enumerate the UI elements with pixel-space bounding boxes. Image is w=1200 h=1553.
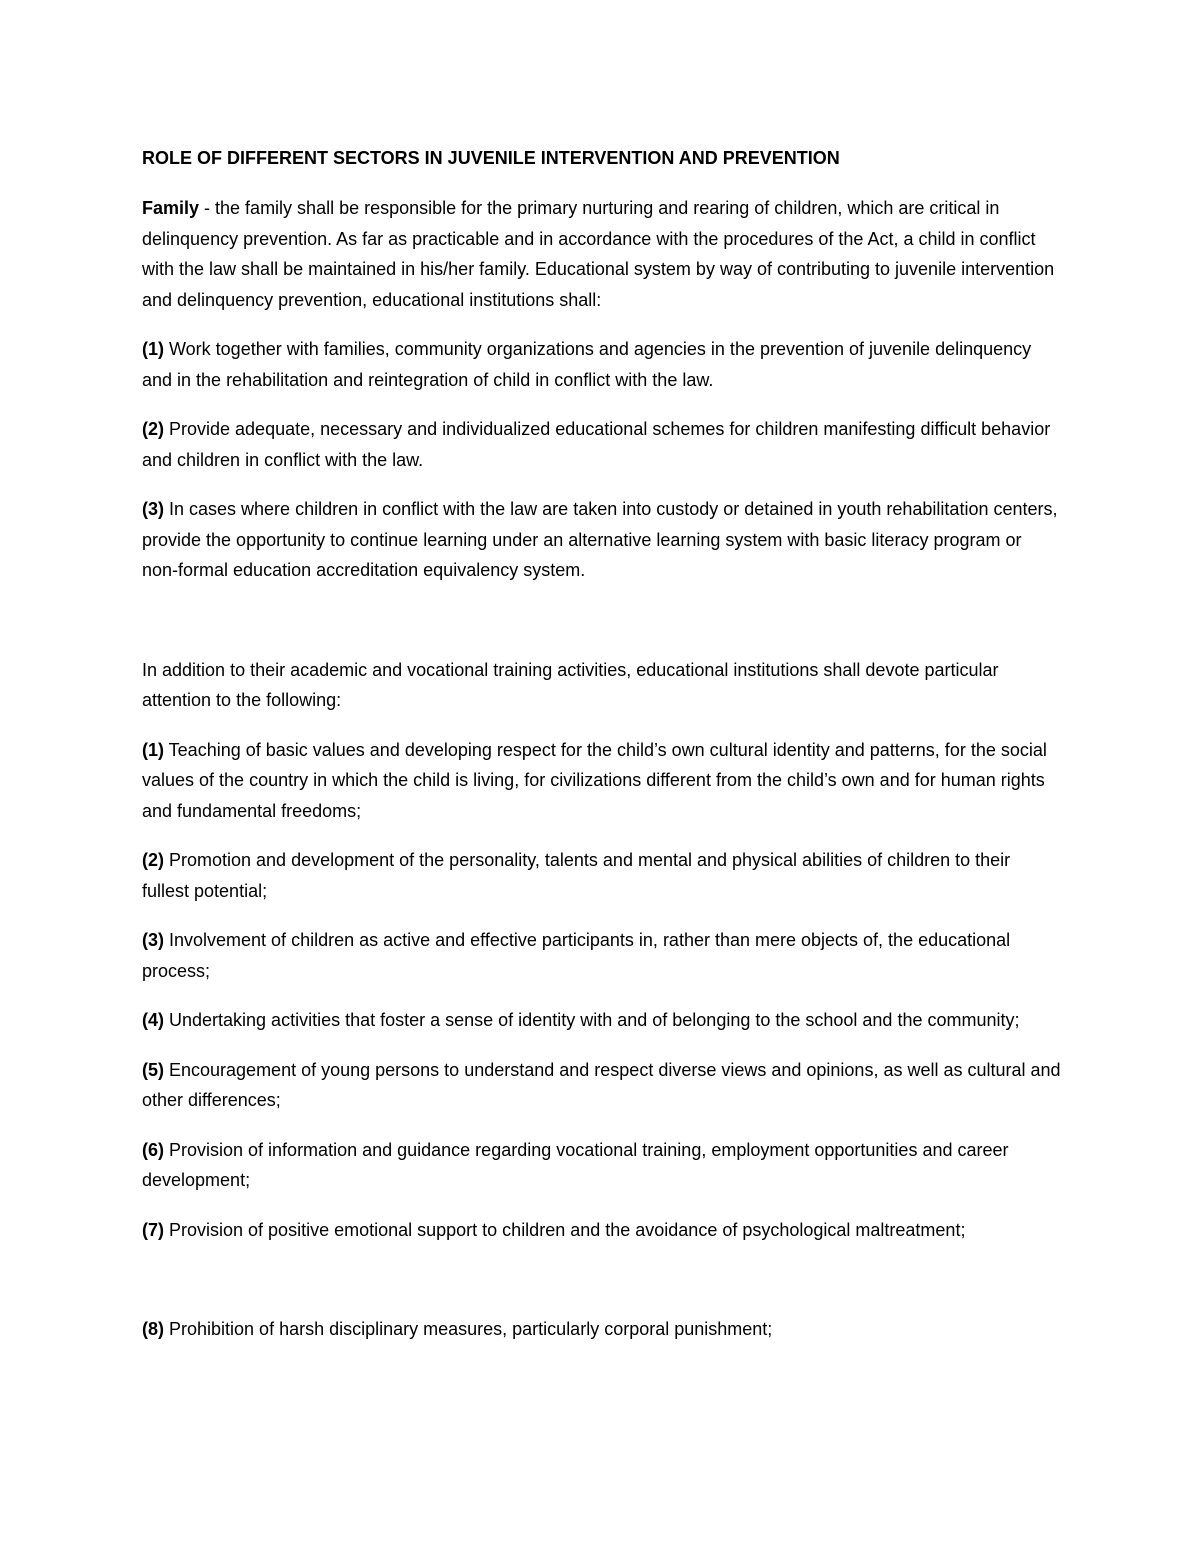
attention-number: (8) [142, 1319, 164, 1339]
attention-item-2 [142, 845, 1062, 906]
attention-text: Prohibition of harsh disciplinary measures, particularly corporal punishment; [164, 1319, 773, 1339]
attention-item-6 [142, 1135, 1062, 1196]
addition-intro: In addition to their academic and vocational training activities, educational institutions shall devote particular attention to the following: [142, 659, 999, 710]
duty-text: Provide adequate, necessary and individualized educational schemes for children manifesting difficult behavior and children in conflict with the law. [142, 419, 1051, 470]
document-title: ROLE OF DIFFERENT SECTORS IN JUVENILE INTERVENTION AND PREVENTION [142, 148, 840, 168]
attention-number: (6) [142, 1139, 164, 1160]
attention-number: (5) [142, 1059, 164, 1080]
attention-item-4 [142, 1005, 1062, 1036]
attention-item-7 [142, 1215, 1062, 1246]
duty-text: In cases where children in conflict with the law are taken into custody or detained in youth rehabilitation centers, provide the opportunity to continue learning under an alternative learning system with basic literacy program or non-formal education accreditation equivalency system. [142, 499, 1058, 580]
family-paragraph [142, 193, 1062, 315]
attention-number: (4) [142, 1010, 164, 1030]
attention-number: (2) [142, 850, 164, 870]
attention-number: (1) [142, 739, 164, 760]
family-lead: Family [142, 198, 200, 218]
attention-item-3 [142, 925, 1062, 986]
attention-text: Provision of positive emotional support to children and the avoidance of psychological maltreatment; [164, 1219, 966, 1240]
duty-item-1 [142, 334, 1062, 395]
attention-text: Undertaking activities that foster a sense of identity with and of belonging to the school and the community; [164, 1010, 1020, 1030]
attention-number: (3) [142, 930, 164, 950]
duty-number: (2) [142, 419, 164, 439]
duty-item-2 [142, 414, 1062, 475]
attention-number: (7) [142, 1219, 164, 1240]
attention-item-8 [142, 1314, 1062, 1345]
attention-item-1 [142, 735, 1062, 827]
attention-item-5 [142, 1055, 1062, 1116]
attention-text: Involvement of children as active and effective participants in, rather than mere objects of, the educational process; [142, 930, 1011, 981]
duty-item-3 [142, 494, 1062, 586]
duty-text: Work together with families, community organizations and agencies in the prevention of juvenile delinquency and in the rehabilitation and reintegration of child in conflict with the law. [142, 339, 1032, 390]
duty-number: (3) [142, 499, 164, 519]
document-body [142, 143, 1062, 1364]
blank-spacer [142, 1264, 1062, 1314]
attention-text: Teaching of basic values and developing respect for the child’s own cultural identity and patterns, for the social values of the country in which the child is living, for civilizations different from the child’s own and for human rights and fundamental freedoms; [142, 739, 1047, 821]
attention-text: Encouragement of young persons to understand and respect diverse views and opinions, as well as cultural and other differences; [142, 1059, 1061, 1110]
family-text: - the family shall be responsible for the primary nurturing and rearing of children, which are critical in delinquency prevention. As far as practicable and in accordance with the procedures of the Act, a child in conflict with the law shall be maintained in his/her family. Educational system by way of contributing to juvenile intervention and delinquency prevention, educational institutions shall: [142, 198, 1055, 310]
blank-spacer [142, 605, 1062, 655]
duty-number: (1) [142, 339, 164, 359]
attention-text: Provision of information and guidance regarding vocational training, employment opportunities and career development; [142, 1139, 1009, 1190]
attention-text: Promotion and development of the personality, talents and mental and physical abilities of children to their fullest potential; [142, 850, 1011, 901]
